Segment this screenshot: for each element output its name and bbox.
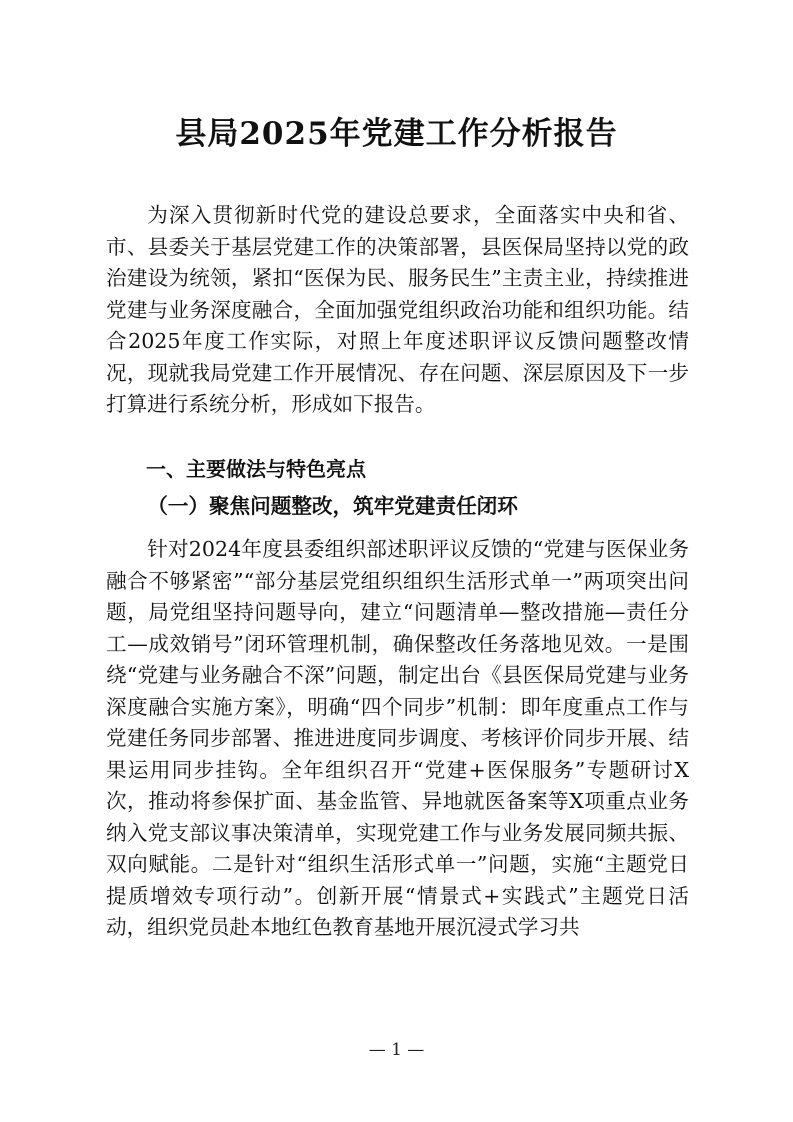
document-title: 县局2025年党建工作分析报告 [175,116,618,152]
intro-paragraph: 为深入贯彻新时代党的建设总要求，全面落实中央和省、市、县委关于基层党建工作的决策部署，县医保局坚持以党的政治建设为统领，紧扣“医保为民、服务民生”主责主业，持续推进党建与业务深度融合，全面加强党组织政治功能和组织功能。结合2025年度工作实际，对照上年度述职评议反馈问题整改情况，现就我局党建工作开展情况、存在问题、深层原因及下一步打算进行系统分析，形成如下报告。 [106,203,689,416]
section-paragraph: 针对2024年度县委组织部述职评议反馈的“党建与医保业务融合不够紧密”“部分基层党组织组织生活形式单一”两项突出问题，局党组坚持问题导向，建立“问题清单—整改措施—责任分工—成效销号”闭环管理机制，确保整改任务落地见效。一是围绕“党建与业务融合不深”问题，制定出台《县医保局党建与业务深度融合实施方案》，明确“四个同步”机制：即年度重点工作与党建任务同步部署、推进进度同步调度、考核评价同步开展、结果运用同步挂钩。全年组织召开“党建+医保服务”专题研讨X次，推动将参保扩面、基金监管、异地就医备案等X项重点业务纳入党支部议事决策清单，实现党建工作与业务发展同频共振、双向赋能。二是针对“组织生活形式单一”问题，实施“主题党日提质增效专项行动”。创新开展“情景式+实践式”主题党日活动，组织党员赴本地红色教育基地开展沉浸式学习共 [106,537,689,939]
section-heading: 一、主要做法与特色亮点 [146,457,366,481]
subsection-heading: （一）聚焦问题整改，筑牢党建责任闭环 [147,494,518,518]
page-number: — 1 — [368,1040,425,1060]
